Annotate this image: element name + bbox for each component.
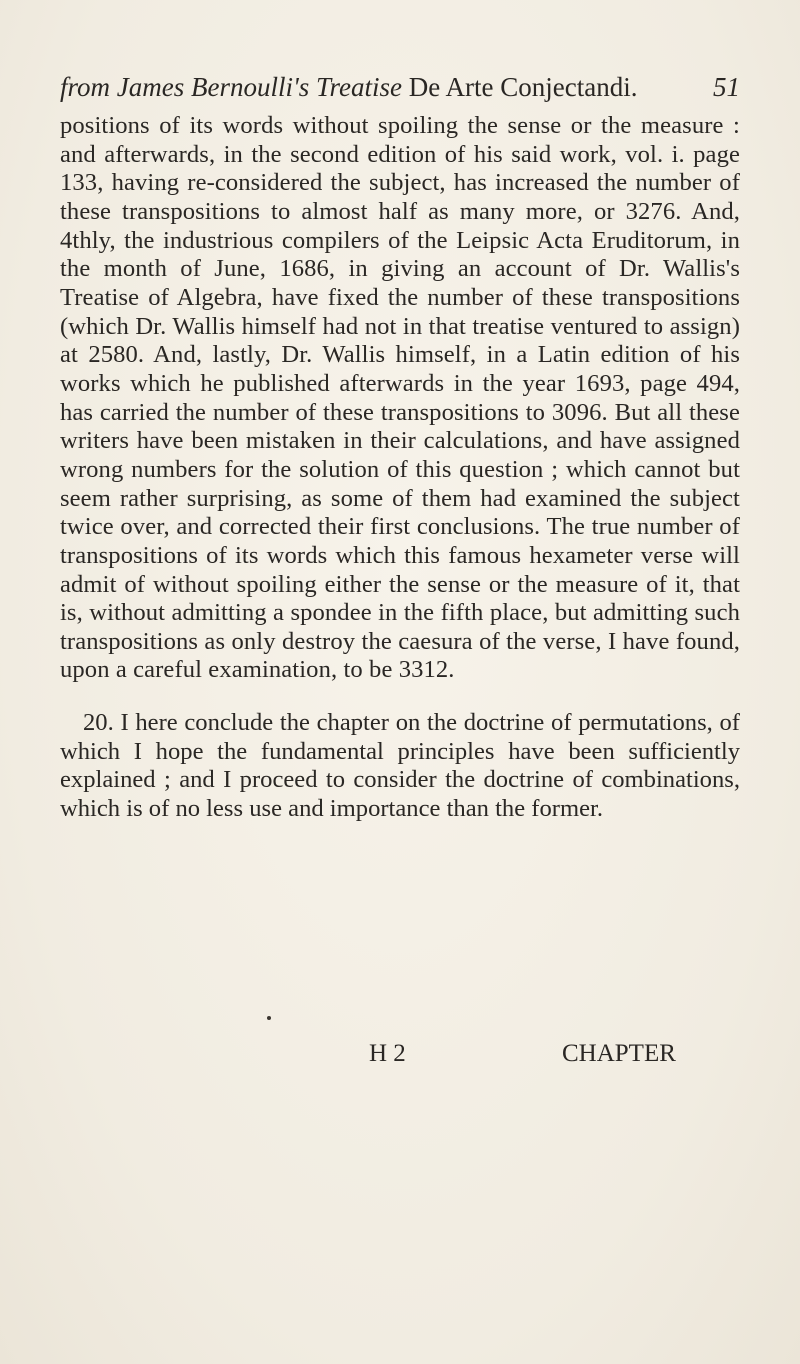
- running-head-roman-title: De Arte Conjectandi.: [408, 72, 638, 102]
- ink-fleck: [267, 1016, 271, 1020]
- signature-mark: H 2: [369, 1040, 406, 1067]
- running-head-italic-title: from James Bernoulli's Treatise: [60, 72, 403, 102]
- paragraph-permutation-counts: positions of its words without spoiling the sense or the measure : and afterwards, in the second edition of his said work, vol. i. page 133, having re-considered the subject, has increased the number of these transpositions to almost half as many more, or 3276. And, 4thly, the industrious compilers of the Leipsic Acta Eruditorum, in the month of June, 1686, in giving an account of Dr. Wallis's Treatise of Algebra, have fixed the number of these transpositions (which Dr. Wallis himself had not in that treatise ventured to assign) at 2580. And, lastly, Dr. Wallis himself, in a Latin edition of his works which he published afterwards in the year 1693, page 494, has carried the number of these transpositions to 3096. But all these writers have been mistaken in their calculations, and have assigned wrong numbers for the solution of this question ; which cannot but seem rather surprising, as some of them had examined the subject twice over, and corrected their first conclusions. The true number of transpositions of its words which this famous hexameter verse will admit of without spoiling either the sense or the measure of it, that is, without admitting a spondee in the fifth place, but admitting such transpositions as only destroy the caesura of the verse, I have found, upon a careful examination, to be 3312.: [60, 112, 740, 684]
- catchword: CHAPTER: [562, 1040, 676, 1067]
- page-number: 51: [713, 72, 740, 102]
- running-head: [60, 72, 740, 112]
- paragraph-section-20: 20. I here conclude the chapter on the doctrine of permutations, of which I hope the fundamental principles have been sufficiently explained ; and I proceed to consider the doctrine of combinations, which is of no less use and importance than the former.: [60, 709, 740, 823]
- body-text: [60, 112, 740, 824]
- running-head-title: [60, 72, 637, 103]
